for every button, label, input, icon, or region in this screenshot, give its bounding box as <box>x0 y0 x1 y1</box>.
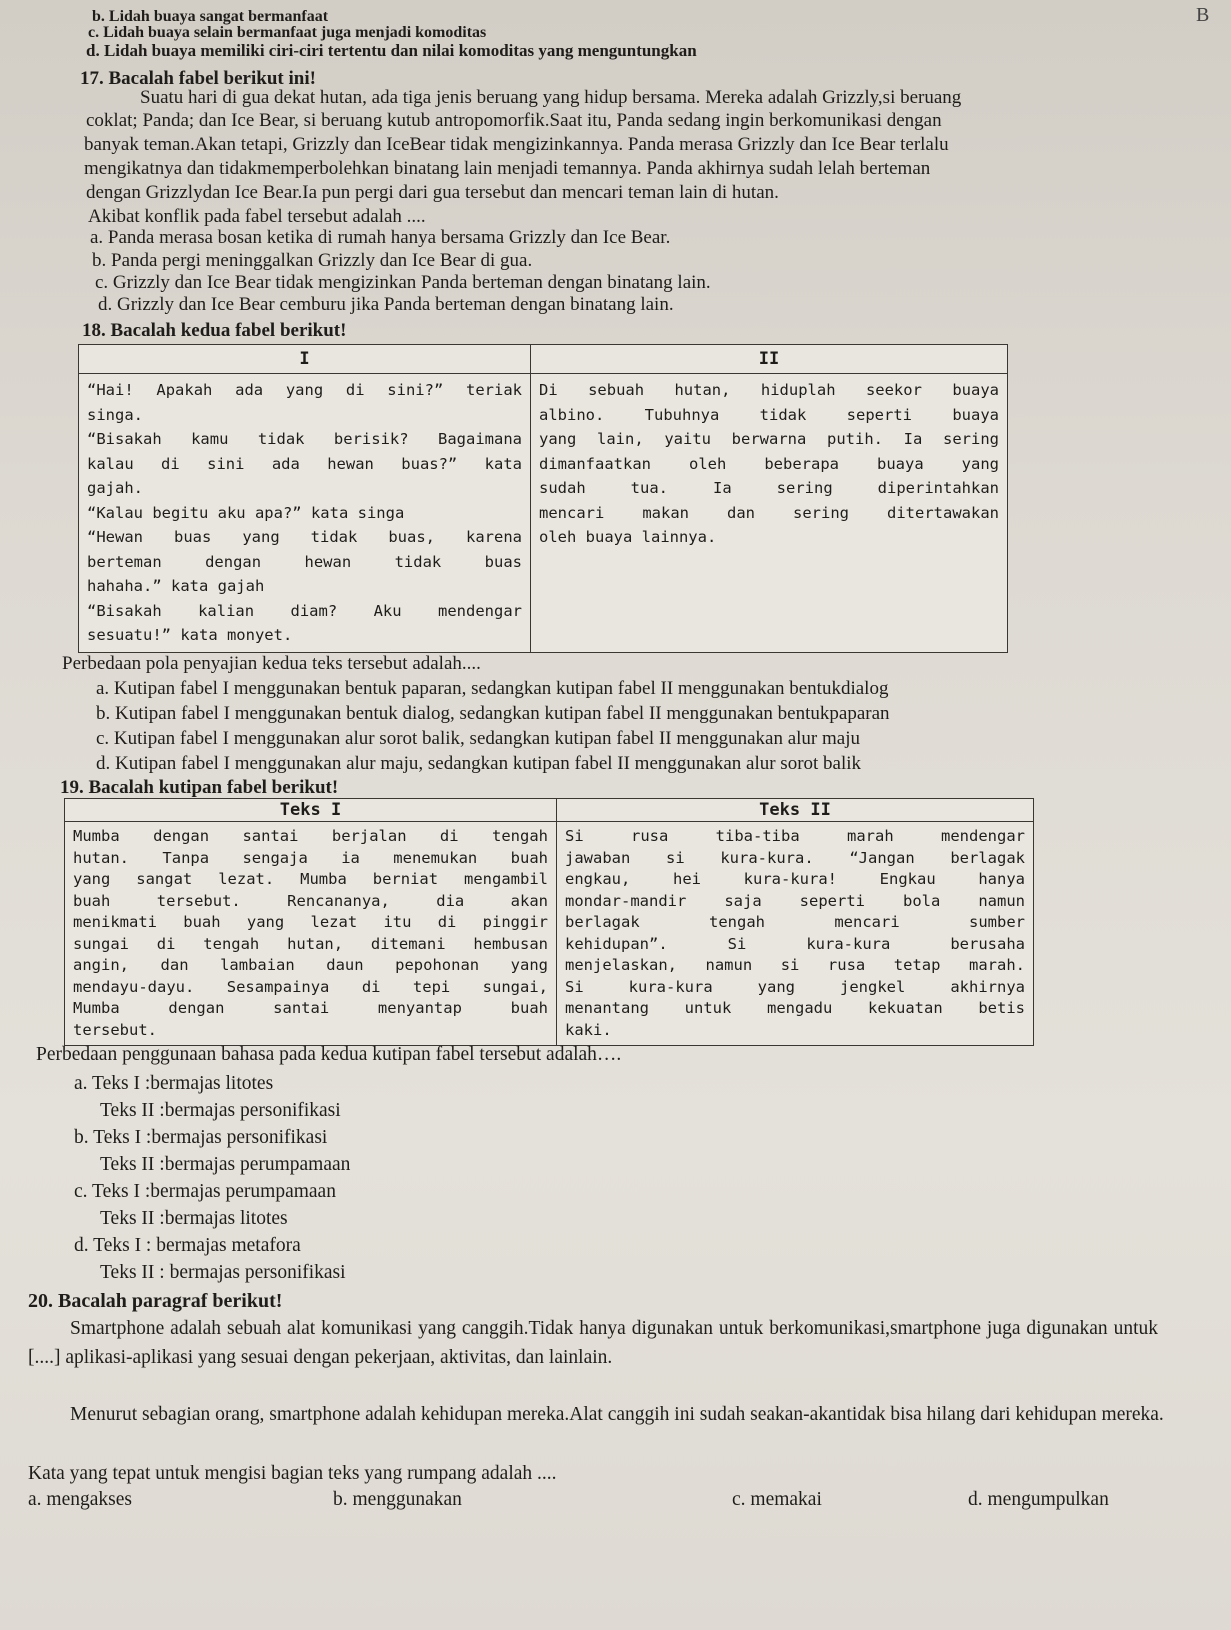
q19-text-1-line: Mumba dengan santai menyantap buah <box>73 999 548 1017</box>
q18-fable-2-line: albino. Tubuhnya tidak seperti buaya <box>539 405 999 424</box>
q18-fable-1 <box>79 374 531 653</box>
q18-fable-1-line: “Bisakah kalian diam? Aku mendengar <box>87 601 522 620</box>
q19-text-2-line: mondar-mandir saja seperti bola namun <box>565 891 1025 910</box>
q17-question: Akibat konflik pada fabel tersebut adalah .... <box>88 206 426 227</box>
q19-option-a: a. Teks I :bermajas litotes <box>74 1073 274 1094</box>
q19-question: Perbedaan penggunaan bahasa pada kedua kutipan fabel tersebut adalah…. <box>36 1044 622 1065</box>
q16-option-d: d. Lidah buaya memiliki ciri-ciri tertentu dan nilai komoditas yang menguntungkan <box>86 41 697 60</box>
q18-option-d: d. Kutipan fabel I menggunakan alur maju, sedangkan kutipan fabel II menggunakan alur sorot balik <box>96 753 862 774</box>
q19-col1-header: Teks I <box>65 799 557 822</box>
q20-option-a: a. mengakses <box>28 1489 132 1510</box>
q19-title: 19. Bacalah kutipan fabel berikut! <box>60 777 339 798</box>
q18-fable-1-line: gajah. <box>87 479 143 497</box>
q18-option-a: a. Kutipan fabel I menggunakan bentuk paparan, sedangkan kutipan fabel II menggunakan bentukdialog <box>96 678 889 699</box>
q18-fable-2 <box>531 374 1008 653</box>
q19-text-1-line: sungai di tengah hutan, ditemani hembusan <box>73 934 548 953</box>
q19-text-2-line: kehidupan”. Si kura-kura berusaha <box>565 934 1025 953</box>
q18-title: 18. Bacalah kedua fabel berikut! <box>82 320 347 341</box>
q18-col2-header: II <box>531 345 1008 374</box>
q18-fable-table <box>78 344 1008 653</box>
q19-text-2-line: berlagak tengah mencari sumber <box>565 913 1025 931</box>
q17-option-c: c. Grizzly dan Ice Bear tidak mengizinkan Panda berteman dengan binatang lain. <box>95 272 711 293</box>
q19-text-1-line: hutan. Tanpa sengaja ia menemukan buah <box>73 848 548 867</box>
q19-text-1-line: buah tersebut. Rencananya, dia akan <box>73 891 548 910</box>
q18-fable-1-line: “Hewan buas yang tidak buas, karena <box>87 528 522 546</box>
q19-text-2 <box>557 822 1034 1046</box>
q20-option-d: d. mengumpulkan <box>968 1489 1109 1510</box>
q20-paragraph-1: Smartphone adalah sebuah alat komunikasi yang canggih.Tidak hanya digunakan untuk berkomunikasi,smartphone juga digunakan untuk [....] aplikasi-aplikasi yang sesuai dengan pekerjaan, aktivitas, dan lainlain. <box>28 1318 1158 1368</box>
q19-fable-table <box>64 798 1034 1046</box>
q19-text-1-line: tersebut. <box>73 1020 157 1039</box>
q18-fable-2-line: dimanfaatkan oleh beberapa buaya yang <box>539 454 999 473</box>
q19-text-2-line: engkau, hei kura-kura! Engkau hanya <box>565 870 1025 888</box>
q19-text-1-line: menikmati buah yang lezat itu di pinggir <box>73 913 548 931</box>
q19-text-2-line: Si rusa tiba-tiba marah mendengar <box>565 827 1025 845</box>
q19-text-1-line: mendayu-dayu. Sesampainya di tepi sungai, <box>73 977 548 996</box>
q17-option-b: b. Panda pergi meninggalkan Grizzly dan Ice Bear di gua. <box>92 250 533 271</box>
q19-text-1-line: Mumba dengan santai berjalan di tengah <box>73 827 548 845</box>
q18-fable-1-line: “Hai! Apakah ada yang di sini?” teriak <box>87 381 522 399</box>
q19-option-c: c. Teks I :bermajas perumpamaan <box>74 1181 336 1202</box>
q20-option-c: c. memakai <box>732 1489 822 1510</box>
q19-option-d: d. Teks I : bermajas metafora <box>74 1235 301 1256</box>
q17-story-line: banyak teman.Akan tetapi, Grizzly dan IceBear tidak mengizinkannya. Panda merasa Grizzly dan Ice Bear terlalu <box>84 134 949 155</box>
q20-title: 20. Bacalah paragraf berikut! <box>28 1290 283 1312</box>
q16-option-b: b. Lidah buaya sangat bermanfaat <box>92 8 329 25</box>
q18-fable-2-line: yang lain, yaitu berwarna putih. Ia sering <box>539 430 999 448</box>
q19-option-b-2: Teks II :bermajas perumpamaan <box>100 1154 351 1175</box>
q19-text-2-line: Si kura-kura yang jengkel akhirnya <box>565 977 1025 996</box>
q18-option-b: b. Kutipan fabel I menggunakan bentuk dialog, sedangkan kutipan fabel II menggunakan bentukpaparan <box>96 703 890 724</box>
q17-story-line: mengikatnya dan tidakmemperbolehkan binatang lain menjadi temannya. Panda akhirnya sudah lelah berteman <box>84 158 931 179</box>
q18-fable-2-line: mencari makan dan sering ditertawakan <box>539 503 999 522</box>
q18-col1-header: I <box>79 345 531 374</box>
q18-question: Perbedaan pola penyajian kedua teks tersebut adalah.... <box>62 653 481 674</box>
q19-col2-header: Teks II <box>557 799 1034 822</box>
q20-option-b: b. menggunakan <box>333 1489 462 1510</box>
q19-option-a-2: Teks II :bermajas personifikasi <box>100 1100 341 1121</box>
q19-text-2-line: kaki. <box>565 1020 612 1039</box>
q17-option-d: d. Grizzly dan Ice Bear cemburu jika Panda berteman dengan binatang lain. <box>98 294 674 315</box>
q19-text-2-line: menantang untuk mengadu kekuatan betis <box>565 999 1025 1017</box>
q18-fable-1-line: hahaha.” kata gajah <box>87 577 265 595</box>
q19-text-2-line: jawaban si kura-kura. “Jangan berlagak <box>565 848 1025 867</box>
q20-question: Kata yang tepat untuk mengisi bagian teks yang rumpang adalah .... <box>28 1463 557 1484</box>
q19-option-b: b. Teks I :bermajas personifikasi <box>74 1127 328 1148</box>
q18-fable-1-line: singa. <box>87 405 143 424</box>
q16-option-c: c. Lidah buaya selain bermanfaat juga menjadi komoditas <box>88 24 487 41</box>
q17-story-line: Suatu hari di gua dekat hutan, ada tiga jenis beruang yang hidup bersama. Mereka adalah Grizzly,si beruang <box>140 87 962 108</box>
q18-fable-1-line: “Bisakah kamu tidak berisik? Bagaimana <box>87 430 522 448</box>
q19-text-1-line: yang sangat lezat. Mumba berniat mengambil <box>73 870 548 888</box>
q19-text-1 <box>65 822 557 1046</box>
q18-option-c: c. Kutipan fabel I menggunakan alur sorot balik, sedangkan kutipan fabel II menggunakan alur maju <box>96 728 860 749</box>
q19-option-d-2: Teks II : bermajas personifikasi <box>100 1262 346 1283</box>
corner-mark: B <box>1196 4 1210 26</box>
q18-fable-1-line: kalau di sini ada hewan buas?” kata <box>87 454 522 473</box>
q18-fable-2-line: Di sebuah hutan, hiduplah seekor buaya <box>539 381 999 399</box>
q17-title: 17. Bacalah fabel berikut ini! <box>80 68 316 89</box>
q18-fable-1-line: berteman dengan hewan tidak buas <box>87 552 522 571</box>
q17-option-a: a. Panda merasa bosan ketika di rumah hanya bersama Grizzly dan Ice Bear. <box>90 227 671 248</box>
q17-story-line: coklat; Panda; dan Ice Bear, si beruang kutub antropomorfik.Saat itu, Panda sedang ingin berkomunikasi dengan <box>86 110 942 131</box>
q19-option-c-2: Teks II :bermajas litotes <box>100 1208 288 1229</box>
q18-fable-1-line: sesuatu!” kata monyet. <box>87 626 293 644</box>
q18-fable-1-line: “Kalau begitu aku apa?” kata singa <box>87 503 405 522</box>
q20-paragraph-2: Menurut sebagian orang, smartphone adalah kehidupan mereka.Alat canggih ini sudah seakan-akantidak bisa hilang dari kehidupan mereka. <box>70 1404 1164 1425</box>
q19-text-2-line: menjelaskan, namun si rusa tetap marah. <box>565 956 1025 974</box>
q19-text-1-line: angin, dan lambaian daun pepohonan yang <box>73 956 548 974</box>
q18-fable-2-line: sudah tua. Ia sering diperintahkan <box>539 479 999 497</box>
q17-story-line: dengan Grizzlydan Ice Bear.Ia pun pergi dari gua tersebut dan mencari teman lain di hutan. <box>86 182 779 203</box>
q18-fable-2-line: oleh buaya lainnya. <box>539 528 717 546</box>
